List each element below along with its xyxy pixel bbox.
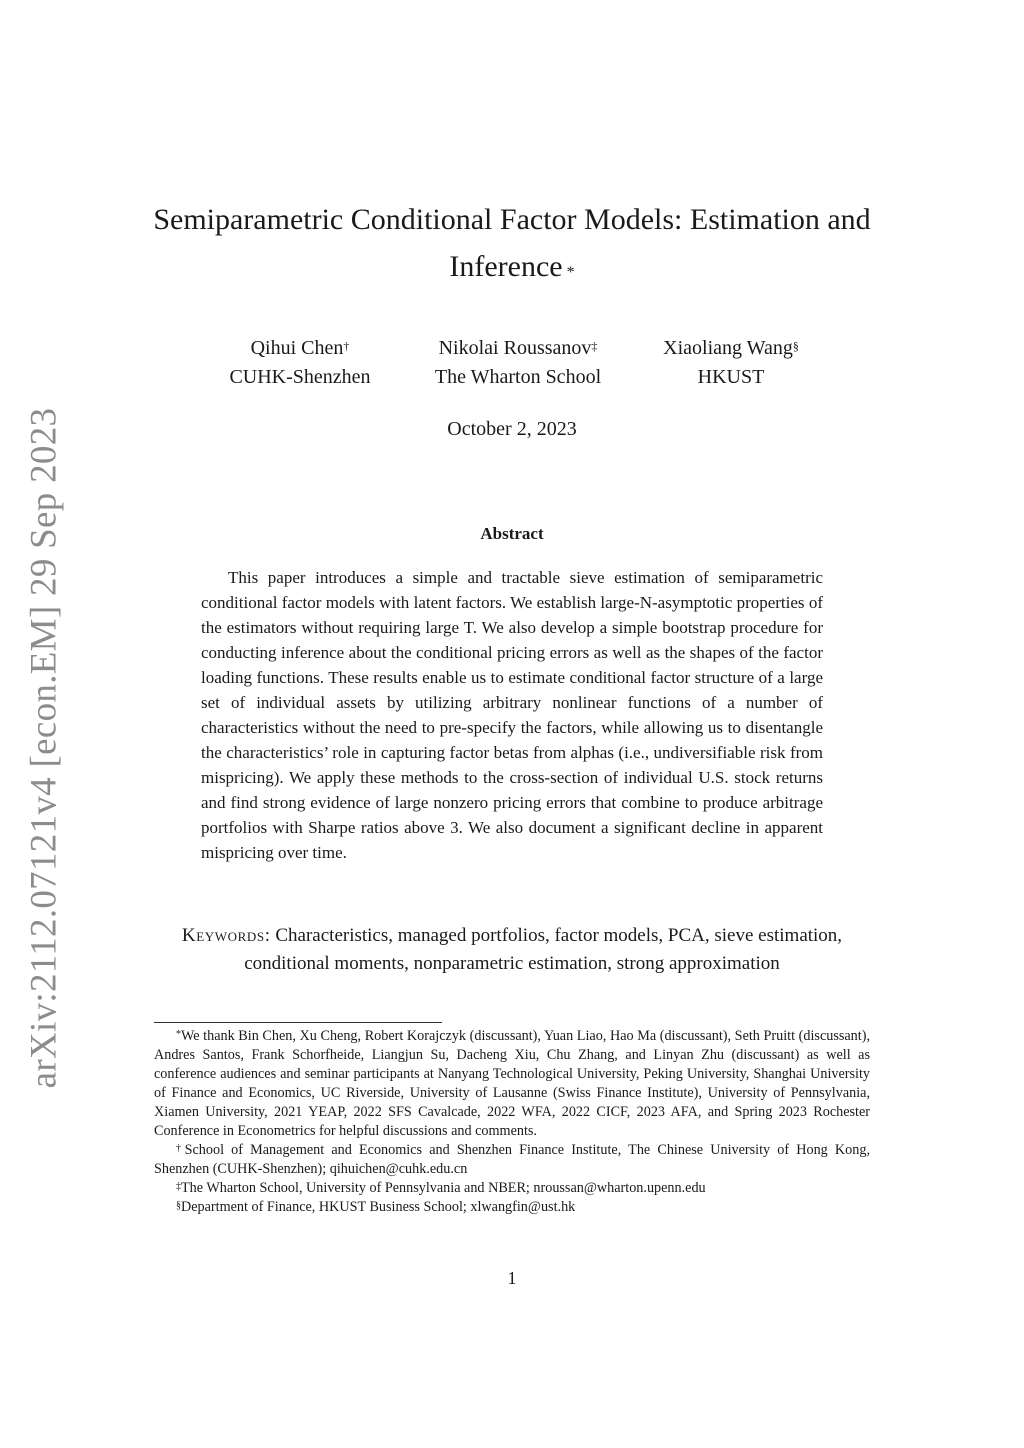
page-number: 1 (507, 1268, 517, 1288)
author-name: Xiaoliang Wang (663, 337, 793, 359)
keywords-label: Keywords: (181, 925, 271, 946)
footnote-text: School of Management and Economics and Shenzhen Finance Institute, The Chinese University of Hong Kong, Shenzhen (CUHK-Shenzhen); qihuichen@cuhk.edu.cn (154, 1142, 871, 1177)
author-block (0, 334, 1024, 394)
footnote-mark: * (176, 1029, 181, 1040)
footnote-text: We thank Bin Chen, Xu Cheng, Robert Korajczyk (discussant), Yuan Liao, Hao Ma (discussant), Seth Pruitt (discussant), Andres Santos, Frank Schorfheide, Liangjun Su, Dacheng Xiu, Chu Zhang, and Linyan Zhu (discussant) as well as conference audiences and seminar participants at Nanyang Technological University, Peking University, Shanghai University of Finance and Economics, UC Riverside, University of Lausanne (Swiss Finance Institute), University of Pennsylvania, Xiamen University, 2021 YEAP, 2022 SFS Cavalcade, 2022 WFA, 2022 CICF, 2023 AFA, and Spring 2023 Rochester Conference in Econometrics for helpful discussions and comments. (154, 1028, 870, 1139)
abstract-text: This paper introduces a simple and tractable sieve estimation of semiparametric conditional factor models with latent factors. We establish large-N-asymptotic properties of the estimators without requiring large T. We also develop a simple bootstrap procedure for conducting inference about the conditional pricing errors as well as the shapes of the factor loading functions. These results enable us to estimate conditional factor structure of a large set of individual assets by utilizing arbitrary nonlinear functions of a number of characteristics without the need to pre-specify the factors, while allowing us to disentangle the characteristics’ role in capturing factor betas from alphas (i.e., undiversifiable risk from mispricing). We apply these methods to the cross-section of individual U.S. stock returns and find strong evidence of large nonzero pricing errors that combine to produce arbitrage portfolios with Sharpe ratios above 3. We also document a significant decline in apparent mispricing over time. (201, 568, 823, 862)
author-footnote-mark: § (792, 339, 799, 353)
footnote-author-1 (154, 1141, 870, 1179)
title-line-2: Inference (449, 250, 563, 283)
footnote-mark: ‡ (176, 1181, 181, 1192)
keywords-text: Characteristics, managed portfolios, factor models, PCA, sieve estimation, conditional moments, nonparametric estimation, strong approximation (244, 925, 843, 974)
footnote-author-2 (154, 1179, 870, 1198)
footnote-acknowledgements (154, 1027, 870, 1141)
title-line-1: Semiparametric Conditional Factor Models: Estimation and (153, 203, 871, 236)
author-footnote-mark: ‡ (591, 339, 598, 353)
arxiv-identifier-stamp: arXiv:2112.07121v4 [econ.EM] 29 Sep 2023 (23, 407, 65, 1089)
footnote-author-3 (154, 1198, 870, 1217)
footnotes (154, 1027, 870, 1217)
paper-title (140, 196, 884, 290)
footnote-mark: § (176, 1200, 181, 1211)
title-footnote-mark: * (566, 264, 575, 281)
footnote-text: Department of Finance, HKUST Business School; xlwangfin@ust.hk (181, 1199, 576, 1215)
footnote-divider (154, 1022, 442, 1023)
footnote-text: The Wharton School, University of Pennsylvania and NBER; nroussan@wharton.upenn.edu (181, 1180, 706, 1196)
author-name: Qihui Chen (250, 337, 344, 359)
abstract-heading: Abstract (480, 524, 544, 543)
author-3 (650, 334, 812, 392)
author-affiliation: The Wharton School (434, 366, 602, 388)
paper-date: October 2, 2023 (447, 418, 577, 440)
author-footnote-mark: † (343, 339, 350, 353)
author-2 (416, 334, 620, 392)
author-name: Nikolai Roussanov (438, 337, 592, 359)
footnote-mark: † (176, 1143, 185, 1154)
author-1 (216, 334, 384, 392)
author-affiliation: CUHK-Shenzhen (229, 366, 371, 388)
keywords (160, 922, 864, 978)
author-affiliation: HKUST (697, 366, 765, 388)
